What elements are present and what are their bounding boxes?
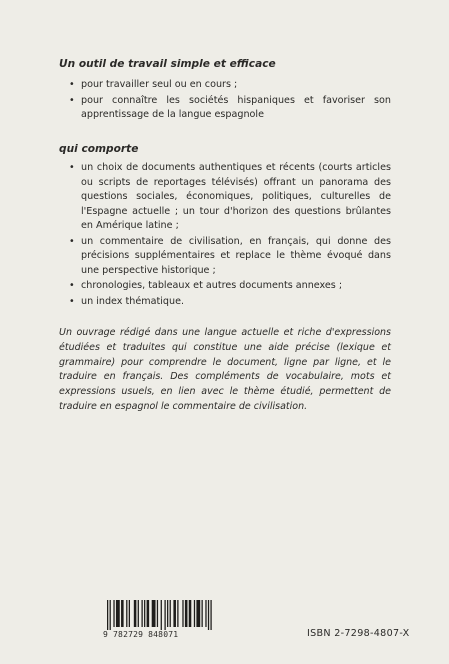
barcode-bar [152,600,156,627]
section2-heading: qui comporte [59,143,139,155]
barcode-bar [205,600,206,627]
barcode-bar [141,600,142,627]
barcode-bar [182,600,183,627]
section1-list [69,78,391,124]
barcode-bar [138,600,139,627]
barcode-bar [161,600,162,630]
barcode-bar [157,600,158,627]
list-item: • un index thématique. [69,295,391,310]
barcode-bar [129,600,130,627]
section1-heading: Un outil de travail simple et efficace [59,58,276,70]
barcode-bar [202,600,203,627]
bullet-icon: • [69,79,75,90]
barcode-bars [107,600,213,630]
summary-paragraph: Un ouvrage rédigé dans une langue actuelle et riche d'expressions étudiées et traduites qui constitue une aide précise (lexique et grammaire) pour comprendre le document, ligne par ligne, et le traduire en français. Des compléments de vocabulaire, mots et expressions usuels, en lien avec le thème étudié, permettent de traduire en espagnol le commentaire de civilisation. [59,327,391,412]
barcode-bar [164,600,165,630]
barcode-bar [144,600,145,627]
barcode-bar [121,600,124,627]
barcode-bar [134,600,137,627]
barcode-bar [210,600,211,630]
bullet-icon: • [69,162,75,173]
section2-list [69,161,391,310]
list-item: • pour travailler seul ou en cours ; [69,78,391,93]
barcode-bar [167,600,168,627]
barcode-bar [194,600,195,627]
isbn-number: ISBN 2-7298-4807-X [307,628,410,639]
barcode [103,600,215,642]
bullet-icon: • [69,94,75,106]
list-item: • un choix de documents authentiques et récents (courts articles ou scripts de reportages télévisés) offrant un panorama des questions sociales, économiques, politiques, culturelles de l'Espagne actuelle ; un tour d'horizon des questions brûlantes en Amérique latine ; [69,162,391,231]
bullet-icon: • [69,235,75,247]
barcode-bar [208,600,209,630]
barcode-bar [107,600,108,630]
barcode-bar [173,600,176,627]
barcode-digits: 9 782729 848071 [103,630,179,639]
barcode-bar [126,600,127,627]
barcode-bar [116,600,120,627]
list-item: • pour connaître les sociétés hispaniques et favoriser son apprentissage de la langue espagnole [69,94,391,120]
bullet-icon: • [69,280,75,291]
barcode-bar [196,600,200,627]
barcode-bar [189,600,192,627]
barcode-bar [177,600,178,627]
bullet-icon: • [69,295,75,307]
barcode-bar [147,600,150,627]
list-item: • chronologies, tableaux et autres documents annexes ; [69,279,391,294]
barcode-bar [113,600,114,627]
list-item: • un commentaire de civilisation, en français, qui donne des précisions supplémentaires et replace le thème évoqué dans une perspective historique ; [69,235,391,276]
barcode-bar [110,600,111,630]
barcode-bar [185,600,188,627]
barcode-bar [170,600,171,627]
